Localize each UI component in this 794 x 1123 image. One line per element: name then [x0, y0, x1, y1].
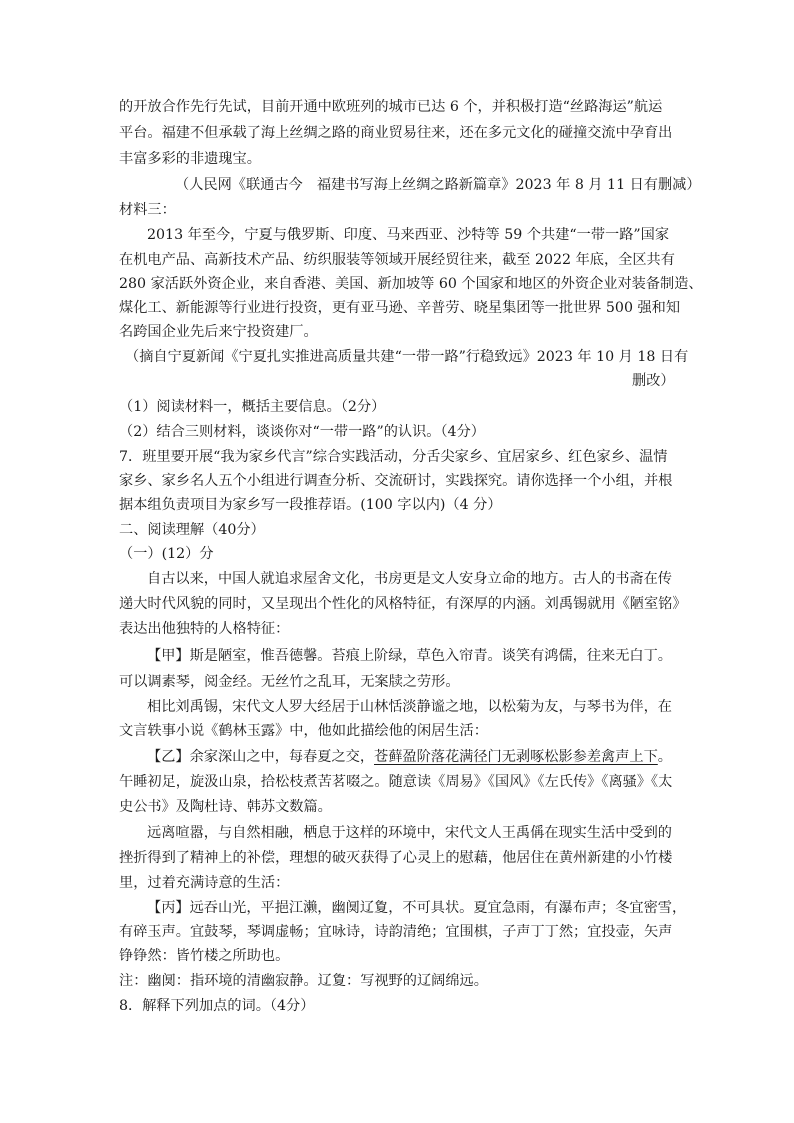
underlined-sentence: 苍藓盈阶落花满径门无剥啄松影参差禽声上下: [374, 749, 658, 765]
material2-source: （人民网《联通古今 福建书写海上丝绸之路新篇章》2023 年 8 月 11 日有删减）: [175, 177, 701, 193]
intro-line: 递大时代风貌的同时，又呈现出个性化的风格特征，有深厚的内涵。刘禹锡就用《陋室铭》: [119, 596, 687, 612]
material2-line: 丰富多彩的非遗瑰宝。: [119, 151, 261, 167]
passage-bing: 【丙】远吞山光，平挹江濑，幽阒辽夐，不可具状。夏宜急雨，有瀑布声；冬宜密雪，: [147, 900, 687, 916]
question-6-2: （2）结合三则材料，谈谈你对“一带一路”的认识。（4分）: [119, 424, 485, 440]
passage-jia: 【甲】斯是陋室，惟吾德馨。苔痕上阶绿，草色入帘青。谈笑有鸿儒，往来无白丁。: [147, 648, 672, 664]
question-7-line: 7．班里要开展“我为家乡代言”综合实践活动，分舌尖家乡、宜居家乡、红色家乡、温情: [119, 449, 668, 465]
intro-line: 表达出他独特的人格特征：: [119, 621, 290, 637]
material2-line: 的开放合作先行先试，目前开通中欧班列的城市已达 6 个，并积极打造“丝路海运”航运: [119, 99, 663, 115]
material2-line: 平台。福建不但承载了海上丝绸之路的商业贸易往来，还在多元文化的碰撞交流中孕育出: [119, 125, 673, 141]
question-7-line: 家乡、家乡名人五个小组进行调查分析、交流研讨，实践探究。请你选择一个小组，并根: [119, 473, 673, 489]
question-8: 8．解释下列加点的词。（4分）: [119, 998, 315, 1014]
passage-yi: 午睡初足，旋汲山泉，拾松枝煮苦茗啜之。随意读《周易》《国风》《左氏传》《离骚》《太: [119, 774, 673, 790]
passage-yi: 史公书》及陶杜诗、韩苏文数篇。: [119, 799, 332, 815]
question-7-line: 据本组负责项目为家乡写一段推荐语。(100 字以内)（4 分）: [119, 497, 502, 513]
transition-line: 挫折得到了精神上的补偿，理想的破灭获得了心灵上的慰藉，他居住在黄州新建的小竹楼: [119, 850, 673, 866]
section-title: 二、阅读理解（40分）: [119, 522, 265, 538]
material3-line: 在机电产品、高新技术产品、纺织服装等领域开展经贸往来，截至 2022 年底，全区共有: [119, 252, 675, 268]
question-6-1: （1）阅读材料一，概括主要信息。（2分）: [119, 399, 386, 415]
passage-yi-end: 。: [657, 749, 672, 765]
material3-line: 280 家活跃外资企业，来自香港、美国、新加坡等 60 个国家和地区的外资企业对装备制造、: [119, 276, 703, 292]
material3-line: 煤化工、新能源等行业进行投资，更有亚马逊、辛普劳、晓星集团等一批世界 500 强和知: [119, 300, 681, 316]
passage-bing: 铮铮然：皆竹楼之所助也。: [119, 948, 290, 964]
material3-line: 2013 年至今，宁夏与俄罗斯、印度、马来西亚、沙特等 59 个共建“一带一路”国家: [147, 227, 670, 243]
material3-line: 名跨国企业先后来宁投资建厂。: [119, 324, 318, 340]
mid-line: 相比刘禹锡，宋代文人罗大经居于山林恬淡静谧之地，以松菊为友，与琴书为伴，在: [147, 699, 672, 715]
passage-bing: 有碎玉声。宜鼓琴，琴调虚畅；宜咏诗，诗韵清绝；宜围棋，子声丁丁然；宜投壶，矢声: [119, 924, 673, 940]
passage-jia: 可以调素琴，阅金经。无丝竹之乱耳，无案牍之劳形。: [119, 674, 460, 690]
material3-source: （摘自宁夏新闻《宁夏扎实推进高质量共建“一带一路”行稳致远》2023 年 10 月 18 日有: [125, 349, 689, 365]
annotation-note: 注：幽阒：指环境的清幽寂静。辽夐：写视野的辽阔绵远。: [119, 973, 488, 989]
passage-yi-start: 【乙】余家深山之中，每春夏之交，: [147, 749, 375, 765]
material3-source: 删改）: [632, 373, 675, 389]
mid-line: 文言轶事小说《鹤林玉露》中，他如此描绘他的闲居生活：: [119, 723, 488, 739]
transition-line: 远离喧嚣，与自然相融，栖息于这样的环境中，宋代文人王禹偁在现实生活中受到的: [147, 825, 672, 841]
transition-line: 里，过着充满诗意的生活：: [119, 875, 290, 891]
part-heading: （一）(12）分: [119, 546, 214, 562]
passage-yi: [147, 747, 672, 767]
intro-line: 自古以来，中国人就追求屋舍文化，书房更是文人安身立命的地方。古人的书斋在传: [147, 571, 672, 587]
material3-heading: 材料三：: [119, 202, 176, 218]
